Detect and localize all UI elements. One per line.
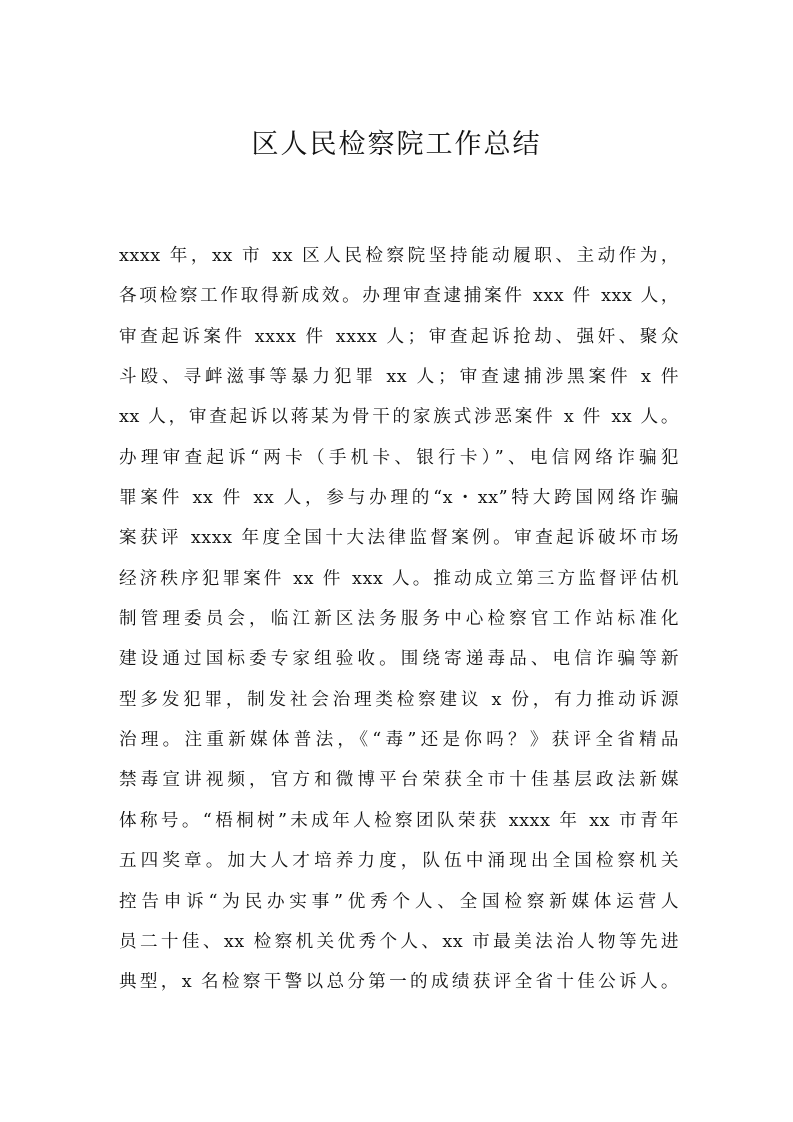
- body-line: 办理审查起诉“两卡（手机卡、银行卡）”、电信网络诈骗犯: [119, 447, 679, 468]
- document-title: 区人民检察院工作总结: [251, 129, 542, 160]
- body-line: 员二十佳、xx 检察机关优秀个人、xx 市最美法治人物等先进: [119, 931, 679, 952]
- document-body: [119, 236, 679, 1003]
- body-line: 各项检察工作取得新成效。办理审查逮捕案件 xxx 件 xxx 人，: [119, 286, 679, 307]
- body-line: 五四奖章。加大人才培养力度，队伍中涌现出全国检察机关: [119, 851, 679, 872]
- body-line: 禁毒宣讲视频，官方和微博平台荣获全市十佳基层政法新媒: [119, 770, 679, 791]
- body-line: 控告申诉“为民办实事”优秀个人、全国检察新媒体运营人: [119, 891, 679, 912]
- body-line: 治理。注重新媒体普法，《“毒”还是你吗？》获评全省精品: [119, 730, 679, 751]
- body-line: 斗殴、寻衅滋事等暴力犯罪 xx 人；审查逮捕涉黑案件 x 件: [119, 367, 679, 388]
- body-line: 审查起诉案件 xxxx 件 xxxx 人；审查起诉抢劫、强奸、聚众: [119, 326, 679, 347]
- body-line: 典型，x 名检察干警以总分第一的成绩获评全省十佳公诉人。: [119, 972, 679, 993]
- body-line: 制管理委员会，临江新区法务服务中心检察官工作站标准化: [119, 609, 679, 630]
- body-line: xxxx 年，xx 市 xx 区人民检察院坚持能动履职、主动作为，: [119, 246, 679, 266]
- body-line: 体称号。“梧桐树”未成年人检察团队荣获 xxxx 年 xx 市青年: [119, 810, 679, 831]
- body-line: xx 人，审查起诉以蒋某为骨干的家族式涉恶案件 x 件 xx 人。: [119, 407, 679, 428]
- body-line: 建设通过国标委专家组验收。围绕寄递毒品、电信诈骗等新: [119, 649, 679, 670]
- body-line: 罪案件 xx 件 xx 人，参与办理的“x・xx”特大跨国网络诈骗: [119, 488, 679, 509]
- body-line: 型多发犯罪，制发社会治理类检察建议 x 份，有力推动诉源: [119, 689, 679, 710]
- body-line: 案获评 xxxx 年度全国十大法律监督案例。审查起诉破坏市场: [119, 528, 679, 549]
- body-line: 经济秩序犯罪案件 xx 件 xxx 人。推动成立第三方监督评估机: [119, 568, 679, 589]
